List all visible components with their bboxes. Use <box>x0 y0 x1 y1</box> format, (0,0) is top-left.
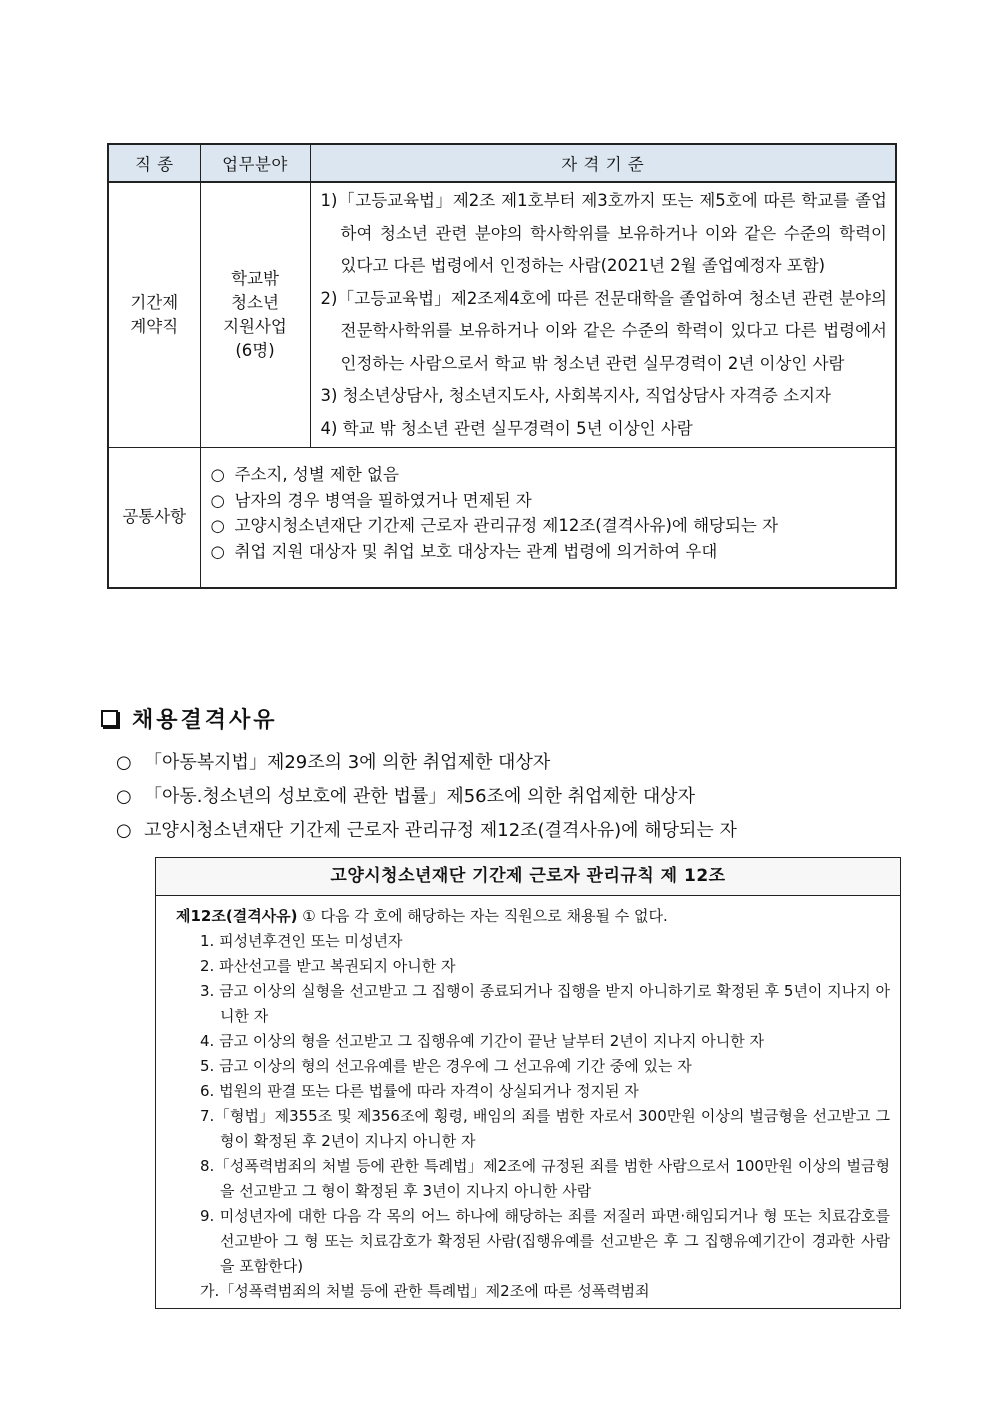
list-item: 2. 파산선고를 받고 복권되지 아니한 자 <box>200 957 456 975</box>
job-type-cell <box>108 182 200 448</box>
circle-bullet-icon: ○ <box>210 465 225 484</box>
list-item: 7.「형법」제355조 및 제356조에 횡령, 배임의 죄를 범한 자로서 300만원 이상의 벌금형을 선고받고 그 형이 확정된 후 2년이 지나지 아니한 자 <box>200 1107 890 1150</box>
list-item <box>116 748 737 782</box>
list-item <box>211 462 882 488</box>
list-item: 4. 금고 이상의 형을 선고받고 그 집행유예 기간이 끝난 날부터 2년이 지나지 아니한 자 <box>200 1032 765 1050</box>
regulation-title: 고양시청소년재단 기간제 근로자 관리규칙 제 12조 <box>156 858 900 896</box>
reason-text: 「아동.청소년의 성보호에 관한 법률」제56조에 의한 취업제한 대상자 <box>144 786 696 807</box>
list-item <box>211 488 882 514</box>
common-item-text: 취업 지원 대상자 및 취업 보호 대상자는 관계 법령에 의거하여 우대 <box>234 541 718 561</box>
article-label: 제12조(결격사유) <box>176 907 298 925</box>
header-field: 업무분야 <box>200 144 310 182</box>
article-intro: ① 다음 각 호에 해당하는 자는 직원으로 채용될 수 없다. <box>297 907 668 925</box>
list-item <box>116 782 737 816</box>
circle-bullet-icon: ○ <box>210 516 225 535</box>
circle-bullet-icon: ○ <box>116 820 132 841</box>
table-header-row <box>108 144 896 182</box>
regulation-intro <box>176 904 890 929</box>
header-job-type: 직 종 <box>108 144 200 182</box>
list-item <box>211 539 882 565</box>
circle-bullet-icon: ○ <box>116 752 132 773</box>
list-item: 9. 미성년자에 대한 다음 각 목의 어느 하나에 해당하는 죄를 저질러 파면·해임되거나 형 또는 치료감호를 선고받아 그 형 또는 치료감호가 확정된 사람(집행유예를 선고받은 후 그 집행유예기간이 경과한 사람을 포함한다) <box>200 1207 890 1275</box>
job-type: 기간제 계약직 <box>130 293 179 336</box>
field-cell <box>200 182 310 448</box>
regulation-box <box>155 857 901 1309</box>
common-item-text: 남자의 경우 병역을 필하였거나 면제된 자 <box>234 490 532 510</box>
table-row-common <box>108 448 896 588</box>
checkbox-square-icon <box>101 710 118 727</box>
reason-text: 고양시청소년재단 기간제 근로자 관리규정 제12조(결격사유)에 해당되는 자 <box>144 820 737 841</box>
section-title: 채용결격사유 <box>132 708 278 733</box>
disqualification-list <box>116 748 737 850</box>
list-item: 3. 금고 이상의 실형을 선고받고 그 집행이 종료되거나 집행을 받지 아니하기로 확정된 후 5년이 지나지 아니한 자 <box>200 982 890 1025</box>
circle-bullet-icon: ○ <box>210 541 225 561</box>
circle-bullet-icon: ○ <box>116 786 132 807</box>
list-item: 가.「성폭력범죄의 처벌 등에 관한 특례법」제2조에 따른 성폭력범죄 <box>200 1282 650 1300</box>
regulation-items <box>176 929 890 1304</box>
common-item-text: 고양시청소년재단 기간제 근로자 관리규정 제12조(결격사유)에 해당되는 자 <box>234 516 779 535</box>
qualification-table <box>107 143 897 589</box>
criteria-item: 1)「고등교육법」제2조 제1호부터 제3호까지 또는 제5호에 따른 학교를 졸업하여 청소년 관련 분야의 학사학위를 보유하거나 이와 같은 수준의 학력이 있다고 다른 법령에서 인정하는 사람(2021년 2월 졸업예정자 포함) <box>320 191 887 275</box>
list-item: 8.「성폭력범죄의 처벌 등에 관한 특례법」제2조에 규정된 죄를 범한 사람으로서 100만원 이상의 벌금형을 선고받고 그 형이 확정된 후 3년이 지나지 아니한 사람 <box>200 1157 890 1200</box>
list-item <box>211 513 882 539</box>
criteria-item: 3) 청소년상담사, 청소년지도사, 사회복지사, 직업상담사 자격증 소지자 <box>320 386 831 405</box>
list-item: 5. 금고 이상의 형의 선고유예를 받은 경우에 그 선고유예 기간 중에 있는 자 <box>200 1057 692 1075</box>
work-field: 학교밖 청소년 지원사업 (6명) <box>223 269 287 360</box>
list-item: 1. 피성년후견인 또는 미성년자 <box>200 932 403 950</box>
section-heading <box>101 703 278 734</box>
circle-bullet-icon: ○ <box>210 490 225 510</box>
list-item: 6. 법원의 판결 또는 다른 법률에 따라 자격이 상실되거나 정지된 자 <box>200 1082 639 1100</box>
common-item-text: 주소지, 성별 제한 없음 <box>234 465 399 484</box>
reason-text: 「아동복지법」제29조의 3에 의한 취업제한 대상자 <box>144 752 551 773</box>
table-row <box>108 182 896 448</box>
common-label: 공통사항 <box>108 448 200 588</box>
common-list <box>200 448 896 588</box>
criteria-item: 2)「고등교육법」제2조제4호에 따른 전문대학을 졸업하여 청소년 관련 분야의 전문학사학위를 보유하거나 이와 같은 수준의 학력이 있다고 다른 법령에서 인정하는 사람으로서 학교 밖 청소년 관련 실무경력이 2년 이상인 사람 <box>320 288 887 373</box>
criteria-item: 4) 학교 밖 청소년 관련 실무경력이 5년 이상인 사람 <box>320 418 693 438</box>
criteria-cell <box>310 182 896 448</box>
list-item <box>116 816 737 850</box>
regulation-body <box>156 896 900 1304</box>
header-criteria: 자 격 기 준 <box>310 144 896 182</box>
